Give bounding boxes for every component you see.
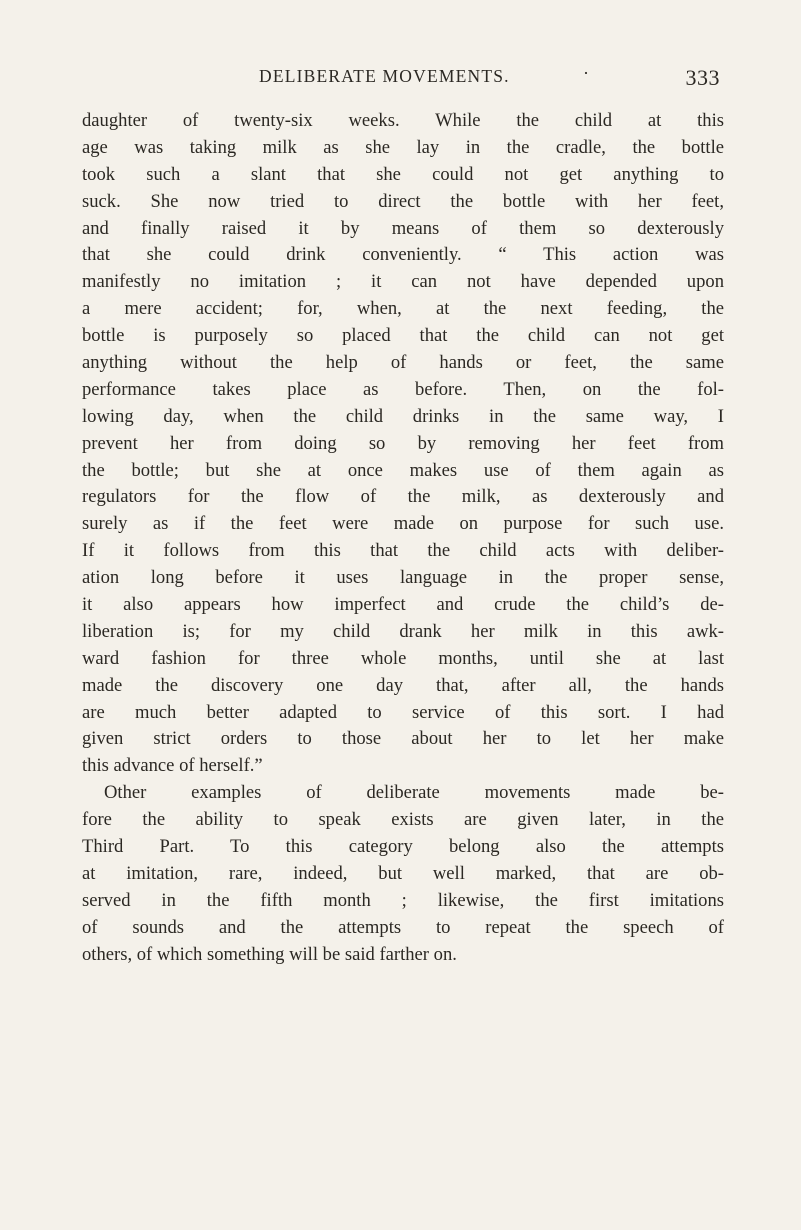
running-head	[82, 62, 720, 102]
text-line: daughter of twenty-six weeks. While the child at this	[82, 110, 724, 131]
text-line: age was taking milk as she lay in the cradle, the bottle	[82, 136, 724, 158]
text-line: that she could drink conveniently. “ This action was	[82, 244, 724, 266]
text-line: manifestly no imitation ; it can not have depended upon	[82, 271, 724, 293]
paragraph-2	[82, 780, 724, 968]
text-line: made the discovery one day that, after all, the hands	[82, 674, 724, 696]
running-title: DELIBERATE MOVEMENTS.	[259, 66, 510, 86]
text-line: given strict orders to those about her to let her make	[82, 728, 724, 750]
text-line: of sounds and the attempts to repeat the speech of	[82, 916, 724, 938]
text-line: anything without the help of hands or feet, the same	[82, 352, 724, 374]
body-text	[82, 108, 724, 969]
text-line: If it follows from this that the child acts with deliber-	[82, 540, 724, 562]
text-line: lowing day, when the child drinks in the same way, I	[82, 405, 724, 427]
text-line: surely as if the feet were made on purpose for such use.	[82, 513, 724, 535]
text-line: Other examples of deliberate movements made be-	[104, 782, 724, 804]
text-line: and finally raised it by means of them so dexterously	[82, 217, 724, 239]
text-line: this advance of herself.”	[82, 755, 263, 777]
text-line: regulators for the flow of the milk, as dexterously and	[82, 486, 724, 508]
text-line: served in the fifth month ; likewise, the first imitations	[82, 889, 724, 911]
page-number: 333	[685, 65, 720, 90]
text-line: Third Part. To this category belong also the attempts	[82, 836, 724, 858]
text-line: took such a slant that she could not get anything to	[82, 163, 724, 185]
text-line: the bottle; but she at once makes use of them again as	[82, 459, 724, 481]
text-line: it also appears how imperfect and crude the child’s de-	[82, 594, 724, 616]
text-line: bottle is purposely so placed that the child can not get	[82, 325, 724, 347]
text-line: fore the ability to speak exists are given later, in the	[82, 809, 724, 831]
text-line: a mere accident; for, when, at the next feeding, the	[82, 298, 724, 320]
paragraph-1	[82, 108, 724, 780]
text-line: prevent her from doing so by removing her feet from	[82, 432, 724, 454]
text-line: liberation is; for my child drank her milk in this awk-	[82, 620, 724, 642]
text-line: others, of which something will be said farther on.	[82, 943, 457, 965]
text-line: ation long before it uses language in the proper sense,	[82, 567, 724, 589]
text-line: ward fashion for three whole months, until she at last	[82, 647, 724, 669]
text-line: suck. She now tried to direct the bottle with her feet,	[82, 190, 724, 212]
text-line: are much better adapted to service of this sort. I had	[82, 701, 724, 723]
text-line: performance takes place as before. Then, on the fol-	[82, 378, 724, 400]
text-line: at imitation, rare, indeed, but well marked, that are ob-	[82, 862, 724, 884]
running-head-separator: ·	[583, 63, 589, 83]
